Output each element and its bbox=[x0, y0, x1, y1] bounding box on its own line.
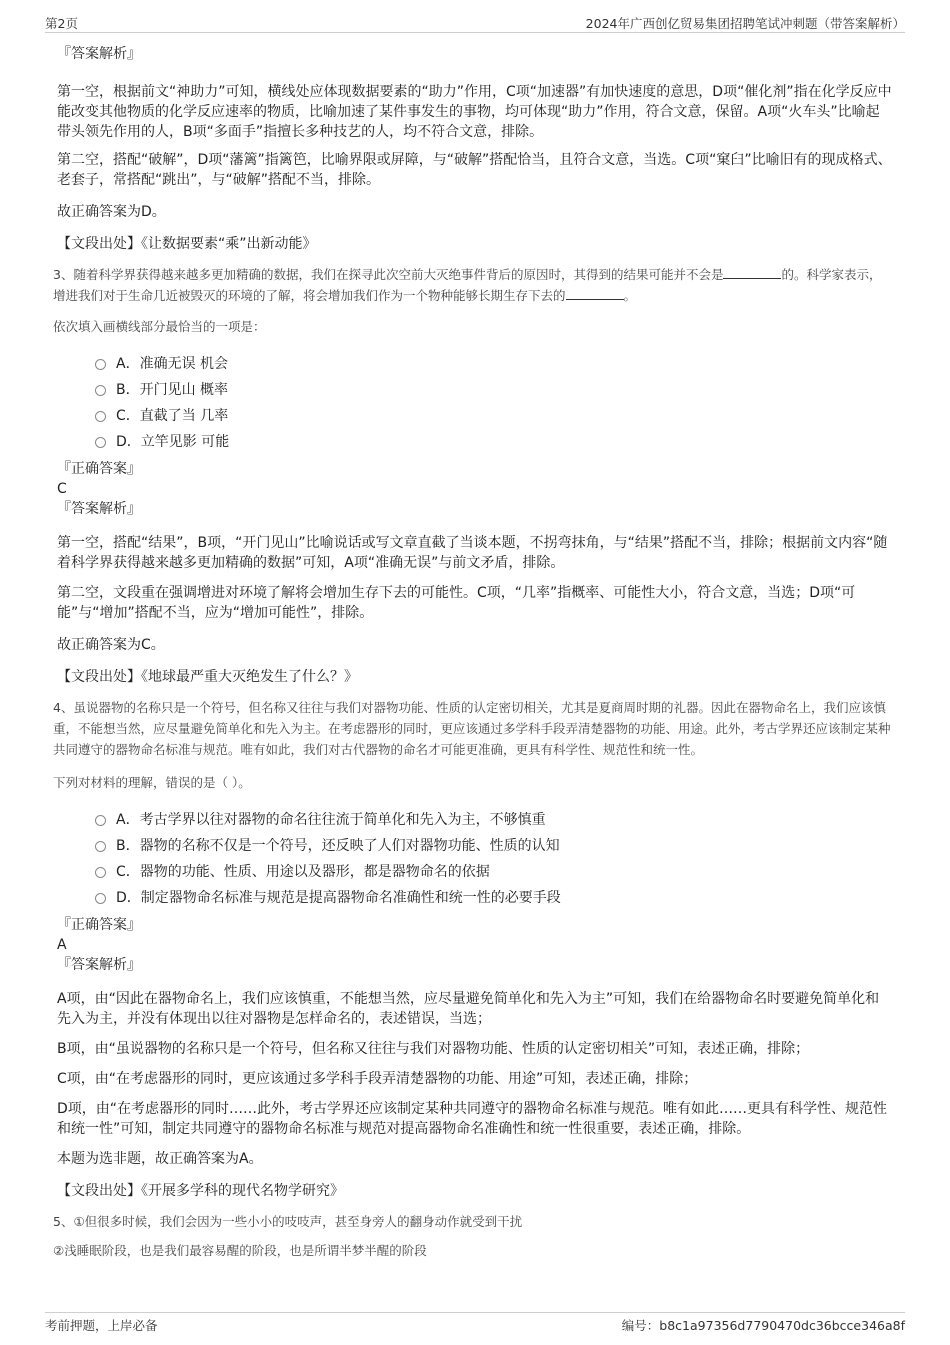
q3-option-d[interactable]: D．立竿见影 可能 bbox=[95, 429, 893, 455]
radio-icon[interactable] bbox=[95, 841, 106, 852]
q5-line-2: ②浅睡眠阶段，也是我们最容易醒的阶段，也是所谓半梦半醒的阶段 bbox=[53, 1243, 427, 1258]
document-body bbox=[53, 44, 893, 1261]
radio-icon[interactable] bbox=[95, 867, 106, 878]
q4-option-c[interactable]: C．器物的功能、性质、用途以及器形，都是器物命名的依据 bbox=[95, 859, 893, 885]
q4-explain-a: A项，由“因此在器物命名上，我们应该慎重，不能想当然，应尽量避免简单化和先入为主”可知，我们在给器物命名时要避免简单化和先入为主，并没有体现出以往对器物是怎样命名的，表述错误，当选； bbox=[57, 991, 880, 1027]
q3-explain-1: 第一空，搭配“结果”，B项，“开门见山”比喻说话或写文章直截了当谈本题，不拐弯抹角，与“结果”搭配不当，排除；根据前文内容“随着科学界获得越来越多更加精确的数据”可知，A项“准确无误”与前文矛盾，排除。 bbox=[57, 535, 888, 571]
q5-line-1: 5、①但很多时候，我们会因为一些小小的吱吱声，甚至身旁人的翻身动作就受到干扰 bbox=[53, 1214, 523, 1229]
q4-option-d[interactable]: D．制定器物命名标准与规范是提高器物命名准确性和统一性的必要手段 bbox=[95, 885, 893, 911]
radio-icon[interactable] bbox=[95, 437, 106, 448]
q4-explain-d: D项，由“在考虑器形的同时……此外，考古学界还应该制定某种共同遵守的器物命名标准与规范。唯有如此……更具有科学性、规范性和统一性”可知，制定共同遵守的器物命名标准与规范对提高器物命名准确性和统一性很重要，表述正确，排除。 bbox=[57, 1101, 888, 1137]
q3-options bbox=[57, 351, 893, 455]
q2-source: 【文段出处】《让数据要素“乘”出新动能》 bbox=[57, 236, 317, 252]
document-code: 编号：b8c1a97356d7790470dc36bcce346a8f bbox=[621, 1318, 905, 1333]
radio-icon[interactable] bbox=[95, 411, 106, 422]
q3-conclusion: 故正确答案为C。 bbox=[57, 637, 165, 653]
q3-option-a[interactable]: A．准确无误 机会 bbox=[95, 351, 893, 377]
q2-conclusion: 故正确答案为D。 bbox=[57, 204, 166, 220]
q3-option-c[interactable]: C．直截了当 几率 bbox=[95, 403, 893, 429]
q3-stem: 3、随着科学界获得越来越多更加精确的数据，我们在探寻此次空前大灭绝事件背后的原因时，其得到的结果可能并不会是 的。科学家表示，增进我们对于生命几近被毁灭的环境的了解，将会增加我们作为一个物种能够长期生存下去的 。 bbox=[53, 264, 893, 306]
q4-prompt: 下列对材料的理解，错误的是（ ）。 bbox=[53, 775, 251, 790]
q3-blank-1 bbox=[723, 264, 781, 279]
q3-explain-label: 『答案解析』 bbox=[57, 501, 141, 517]
radio-icon[interactable] bbox=[95, 385, 106, 396]
radio-icon[interactable] bbox=[95, 815, 106, 826]
footer-slogan: 考前押题，上岸必备 bbox=[45, 1318, 158, 1333]
q2-explain-2: 第二空，搭配“破解”，D项“藩篱”指篱笆，比喻界限或屏障，与“破解”搭配恰当，且符合文意，当选。C项“窠臼”比喻旧有的现成格式、老套子，常搭配“跳出”，与“破解”搭配不当，排除。 bbox=[57, 152, 892, 188]
q3-blank-2 bbox=[566, 285, 624, 300]
q4-option-a[interactable]: A．考古学界以往对器物的命名往往流于简单化和先入为主，不够慎重 bbox=[95, 807, 893, 833]
q4-answer: A bbox=[57, 937, 67, 953]
q3-source: 【文段出处】《地球最严重大灭绝发生了什么？》 bbox=[57, 669, 358, 685]
q4-explain-b: B项，由“虽说器物的名称只是一个符号，但名称又往往与我们对器物功能、性质的认定密切相关”可知，表述正确，排除； bbox=[57, 1041, 810, 1057]
page-number: 第2页 bbox=[45, 16, 78, 31]
q3-answer-label: 『正确答案』 bbox=[57, 461, 141, 477]
radio-icon[interactable] bbox=[95, 893, 106, 904]
q4-explain-c: C项，由“在考虑器形的同时，更应该通过多学科手段弄清楚器物的功能、用途”可知，表述正确，排除； bbox=[57, 1071, 698, 1087]
q4-option-b[interactable]: B．器物的名称不仅是一个符号，还反映了人们对器物功能、性质的认知 bbox=[95, 833, 893, 859]
q4-options bbox=[57, 807, 893, 911]
radio-icon[interactable] bbox=[95, 359, 106, 370]
q3-explain-2: 第二空，文段重在强调增进对环境了解将会增加生存下去的可能性。C项，“几率”指概率、可能性大小，符合文意，当选；D项“可能”与“增加”搭配不当，应为“增加可能性”，排除。 bbox=[57, 585, 856, 621]
q2-explain-1: 第一空，根据前文“神助力”可知，横线处应体现数据要素的“助力”作用，C项“加速器”有加快速度的意思，D项“催化剂”指在化学反应中能改变其他物质的化学反应速率的物质，比喻加速了某件事发生的事物，均可体现“助力”作用，符合文意，保留。A项“火车头”比喻起带头领先作用的人，B项“多面手”指擅长多种技艺的人，均不符合文意，排除。 bbox=[57, 84, 892, 140]
page-header bbox=[45, 10, 905, 33]
q4-source: 【文段出处】《开展多学科的现代名物学研究》 bbox=[57, 1183, 344, 1199]
q4-explain-label: 『答案解析』 bbox=[57, 957, 141, 973]
q3-answer: C bbox=[57, 481, 67, 497]
q4-conclusion: 本题为选非题，故正确答案为A。 bbox=[57, 1151, 263, 1167]
q3-option-b[interactable]: B．开门见山 概率 bbox=[95, 377, 893, 403]
q3-prompt: 依次填入画横线部分最恰当的一项是： bbox=[53, 319, 266, 334]
document-title: 2024年广西创亿贸易集团招聘笔试冲刺题（带答案解析） bbox=[585, 16, 905, 31]
q4-stem: 4、虽说器物的名称只是一个符号，但名称又往往与我们对器物功能、性质的认定密切相关，尤其是夏商周时期的礼器。因此在器物命名上，我们应该慎重，不能想当然，应尽量避免简单化和先入为主。在考虑器形的同时，更应该通过多学科手段弄清楚器物的功能、用途。此外，考古学界还应该制定某种共同遵守的器物命名标准与规范。唯有如此，我们对古代器物的命名才可能更准确，更具有科学性、规范性和统一性。 bbox=[53, 700, 891, 757]
page-footer bbox=[45, 1312, 905, 1335]
q2-explain-label: 『答案解析』 bbox=[57, 46, 141, 62]
q4-answer-label: 『正确答案』 bbox=[57, 917, 141, 933]
